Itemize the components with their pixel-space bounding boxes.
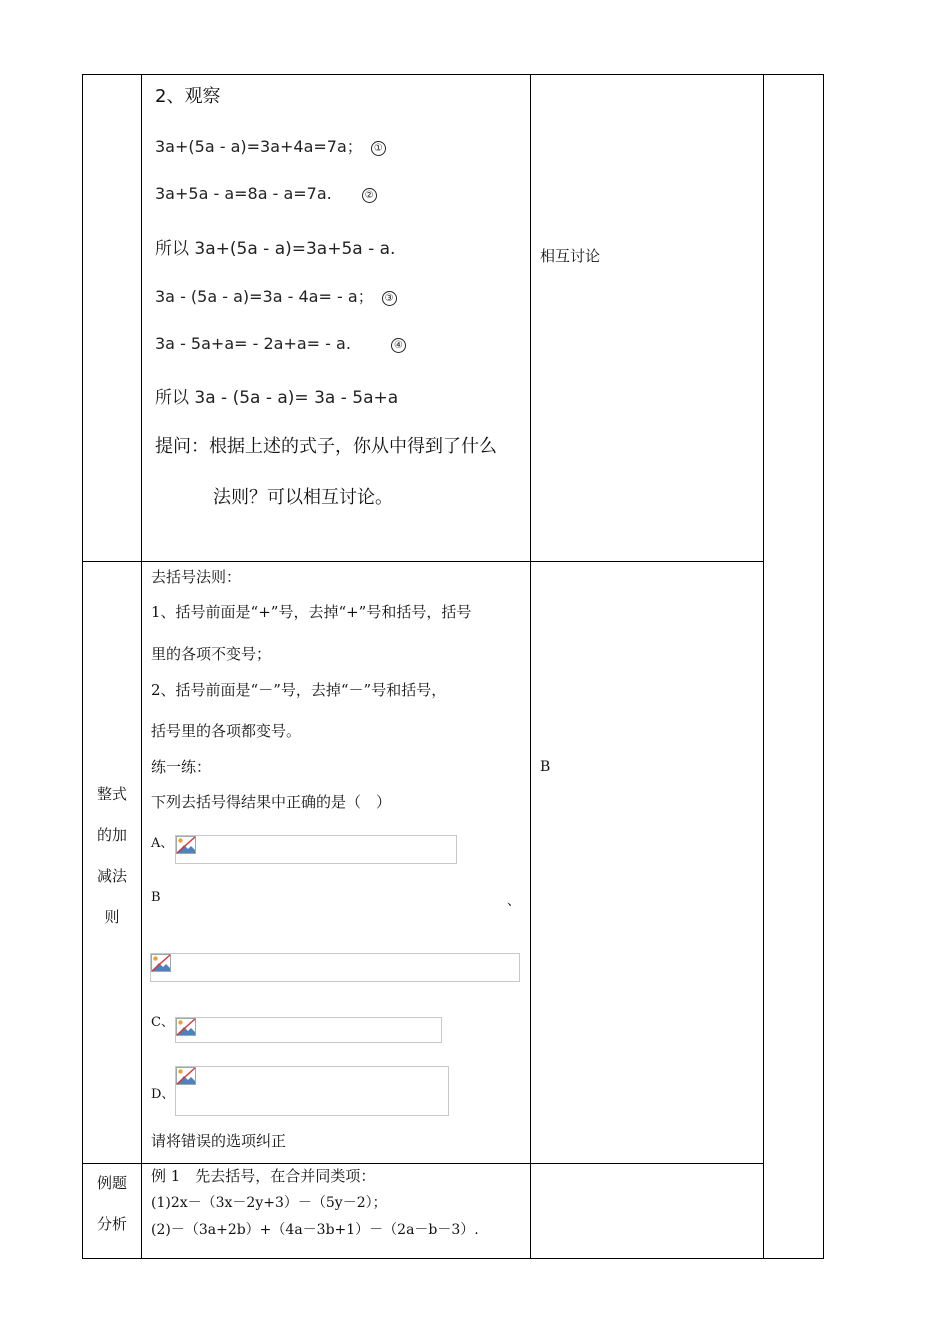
option-b-image	[150, 953, 520, 982]
question-line-1: 提问：根据上述的式子，你从中得到了什么	[155, 436, 497, 457]
broken-image-icon	[176, 1067, 196, 1085]
cell-tick	[525, 74, 535, 75]
row-divider-2	[82, 1163, 764, 1164]
conclusion-1: 所以 3a+(5a - a)=3a+5a - a.	[155, 239, 396, 259]
equation-1: 3a+(5a - a)=3a+4a=7a； ①	[155, 134, 386, 157]
broken-image-icon	[176, 836, 196, 854]
option-c-label: C、	[151, 1015, 174, 1030]
broken-image-icon	[151, 954, 171, 972]
rule-2-line-1: 2、括号前面是“－”号，去掉“－”号和括号，	[151, 681, 447, 699]
circled-mark-1: ①	[371, 141, 386, 156]
equation-3: 3a - (5a - a)=3a - 4a= - a； ③	[155, 284, 397, 307]
rule-1-line-2: 里的各项不变号；	[151, 645, 272, 663]
option-a-label: A、	[151, 836, 174, 851]
table-border-top	[82, 74, 824, 75]
rule-title: 去括号法则：	[151, 568, 242, 586]
example-part-2: (2)－（3a+2b）+（4a－3b+1）－（2a－b－3）.	[151, 1222, 479, 1238]
broken-image-icon	[176, 1018, 196, 1036]
circled-mark-4: ④	[391, 338, 406, 353]
example-part-1: (1)2x－（3x－2y+3）－（5y－2）；	[151, 1195, 387, 1211]
question-line-2: 法则？可以相互讨论。	[213, 487, 393, 508]
column-divider-3	[763, 74, 764, 1259]
row-divider-1	[82, 561, 764, 562]
correction-prompt: 请将错误的选项纠正	[151, 1132, 287, 1150]
conclusion-2: 所以 3a - (5a - a)= 3a - 5a+a	[155, 388, 399, 408]
example-title: 例 1 先去括号，在合并同类项：	[151, 1167, 376, 1185]
rule-2-line-2: 括号里的各项都变号。	[151, 722, 302, 740]
equation-2: 3a+5a - a=8a - a=7a. ②	[155, 184, 377, 203]
option-d-label: D、	[151, 1087, 175, 1102]
table-border-left	[82, 74, 83, 1259]
table-border-right	[823, 74, 824, 1259]
option-a-image	[175, 835, 457, 864]
circled-mark-2: ②	[362, 188, 377, 203]
section-label-example: 例题 分析	[96, 1174, 127, 1233]
option-b-label: B	[151, 890, 161, 905]
option-d-image	[175, 1066, 449, 1116]
answer-b: B	[540, 759, 551, 775]
practice-question: 下列去括号得结果中正确的是（ ）	[151, 793, 392, 811]
activity-discuss: 相互讨论	[540, 247, 601, 265]
column-divider-2	[530, 74, 531, 1259]
table-border-bottom	[82, 1258, 824, 1259]
section-label-rules: 整式 的加 减法 则	[96, 785, 127, 926]
option-b-mark: 、	[507, 894, 521, 909]
rule-1-line-1: 1、括号前面是“+”号，去掉“+”号和括号，括号	[151, 603, 472, 621]
option-c-image	[175, 1017, 442, 1043]
observe-heading: 2、观察	[155, 86, 221, 107]
column-divider-1	[141, 74, 142, 1259]
equation-4: 3a - 5a+a= - 2a+a= - a. ④	[155, 334, 406, 353]
practice-title: 练一练：	[151, 758, 212, 776]
circled-mark-3: ③	[382, 291, 397, 306]
